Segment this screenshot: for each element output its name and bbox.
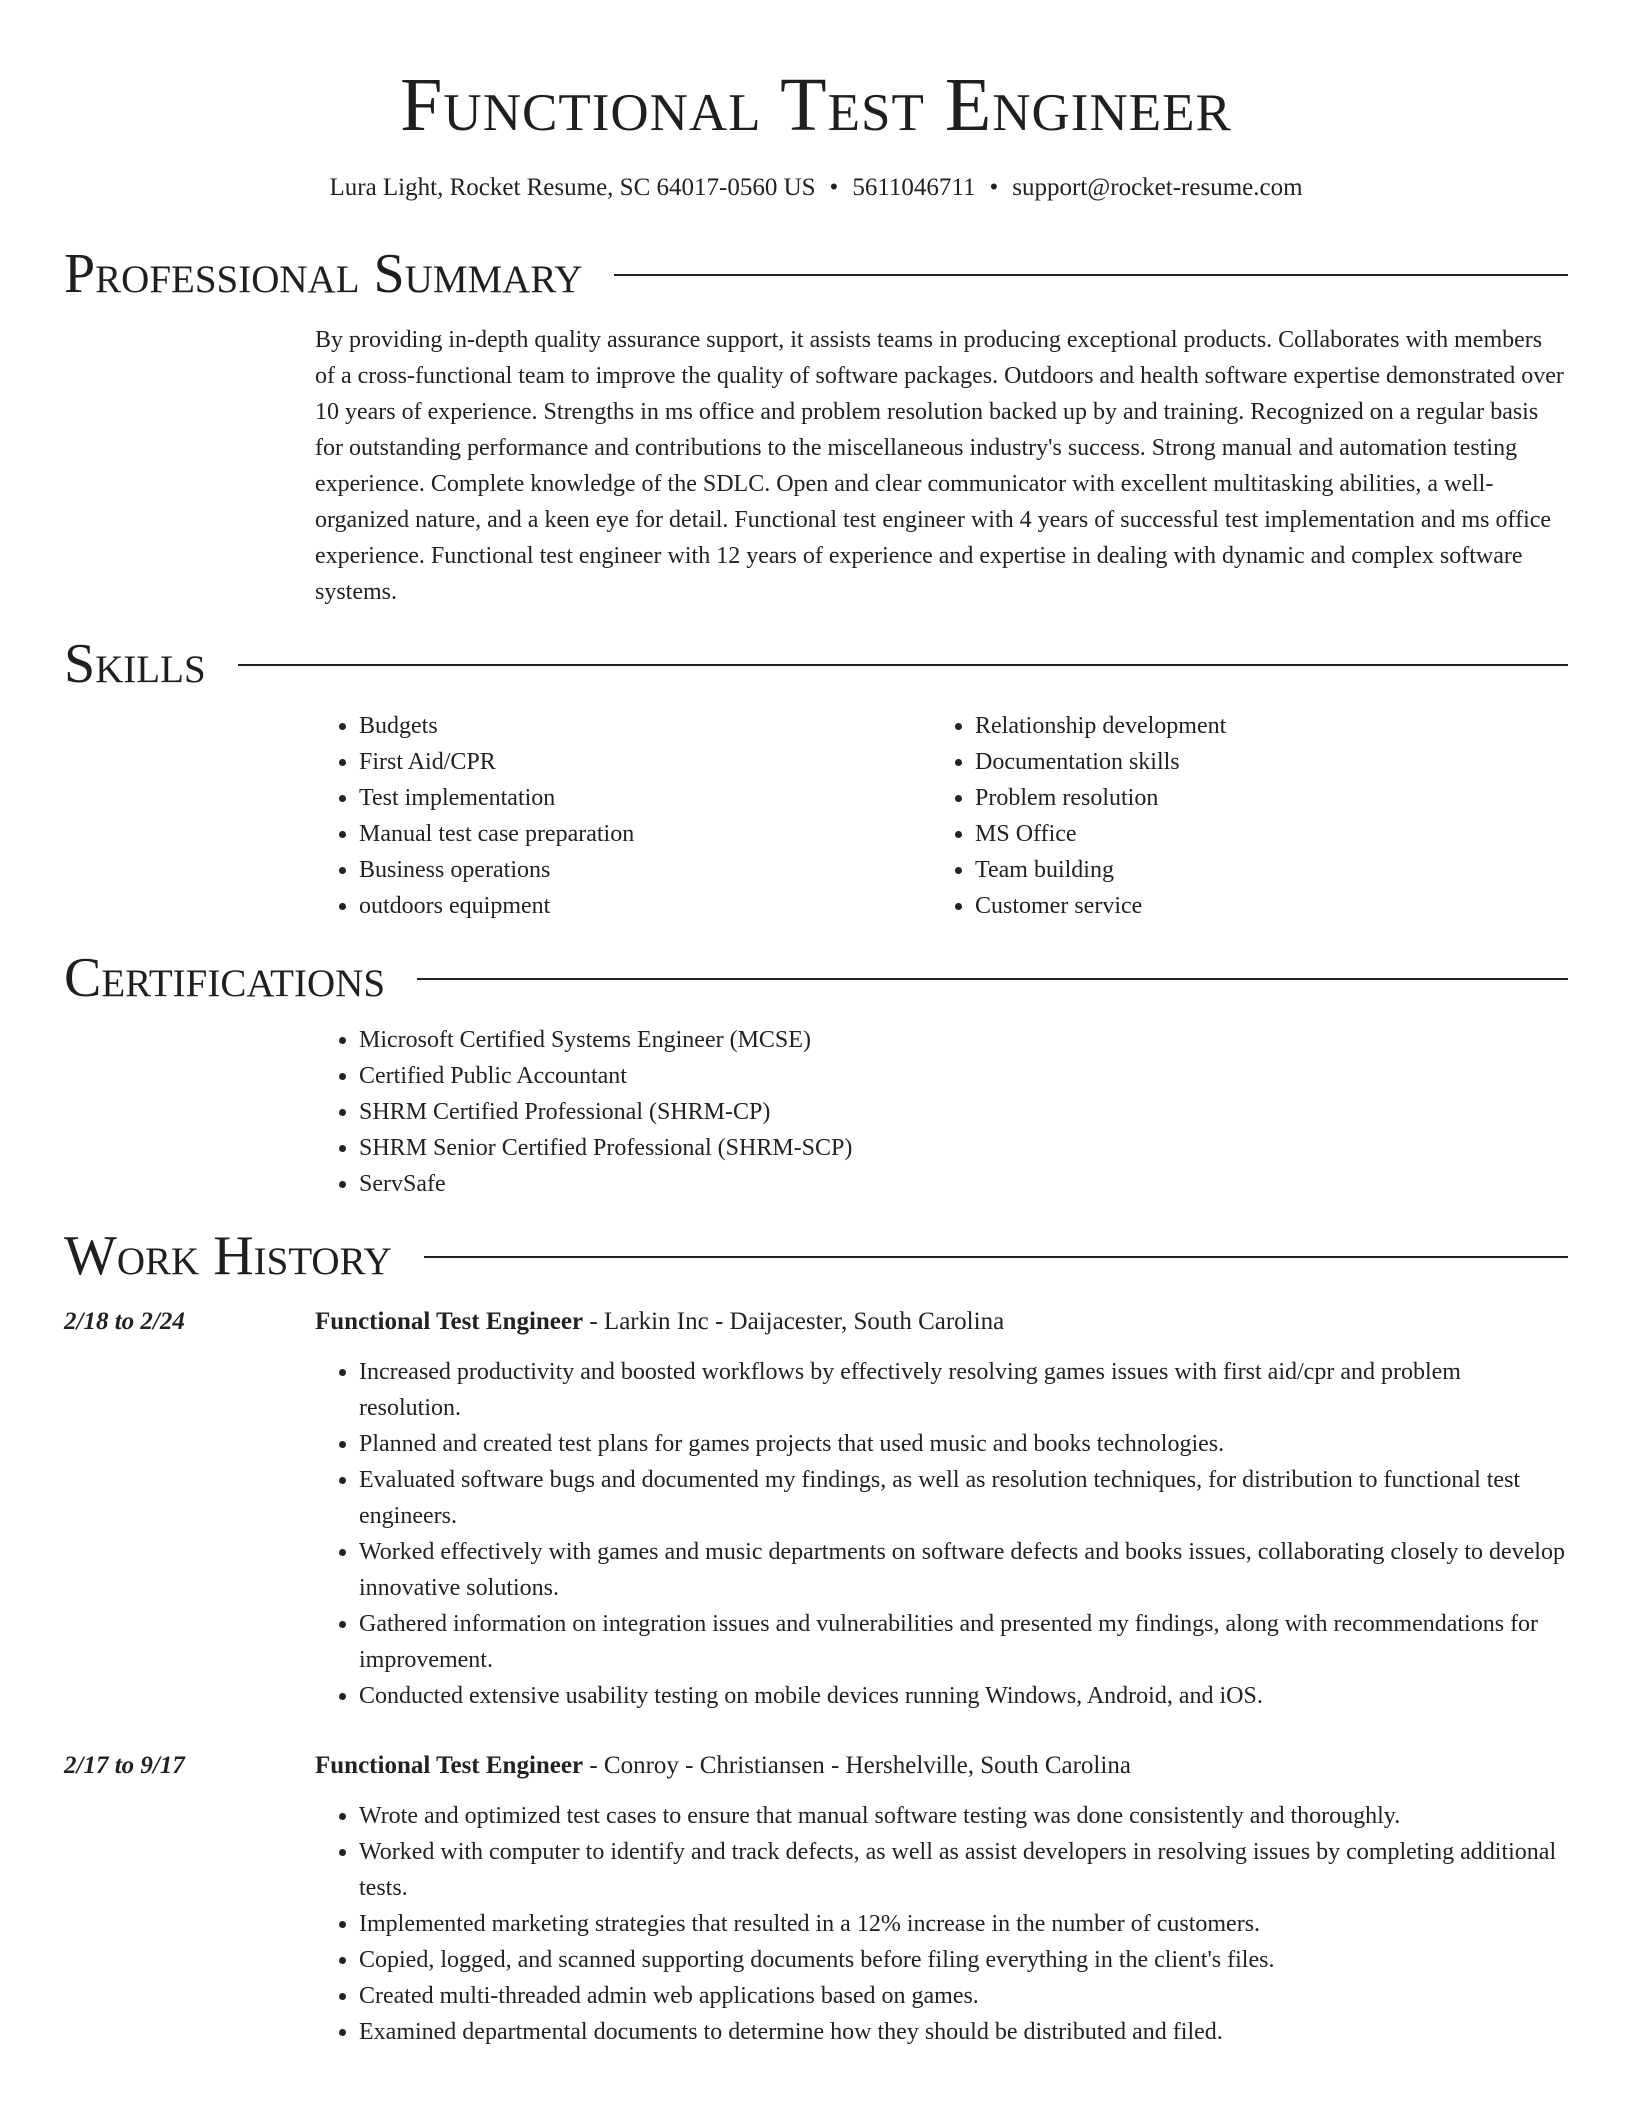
skill-item: • First Aid/CPR [359, 744, 931, 780]
skills-column-right [931, 708, 1547, 924]
job-bullet: • Worked with computer to identify and track defects, as well as assist developers in resolving issues by completing additional tests. [359, 1834, 1568, 1906]
section-title: Skills [64, 633, 206, 695]
certification-item: • ServSafe [359, 1166, 1568, 1202]
skill-item: • outdoors equipment [359, 888, 931, 924]
job-header [64, 1748, 1568, 1784]
job-bullets [315, 1798, 1568, 2050]
job-header [64, 1304, 1568, 1340]
certifications-list [315, 1022, 1568, 1202]
job-bullet: • Evaluated software bugs and documented my findings, as well as resolution techniques, for distribution to functional test engineers. [359, 1462, 1568, 1534]
job-bullet: • Wrote and optimized test cases to ensure that manual software testing was done consistently and thoroughly. [359, 1798, 1568, 1834]
skill-item: • Documentation skills [975, 744, 1547, 780]
job-heading [315, 1748, 1131, 1784]
contact-phone: 5611046711 [852, 174, 976, 201]
job-employer: - Larkin Inc - Daijacester, South Carolina [583, 1308, 1005, 1335]
skill-item: • Business operations [359, 852, 931, 888]
section-divider [614, 274, 1568, 276]
skill-item: • Team building [975, 852, 1547, 888]
certification-item: • SHRM Certified Professional (SHRM-CP) [359, 1094, 1568, 1130]
section-divider [424, 1256, 1568, 1258]
skills-list [315, 708, 1568, 924]
skill-item: • Problem resolution [975, 780, 1547, 816]
contact-address: Lura Light, Rocket Resume, SC 64017-0560 US [329, 174, 816, 201]
section-title: Work History [64, 1225, 392, 1287]
job-bullet-list [315, 1798, 1568, 2050]
skill-item: • Budgets [359, 708, 931, 744]
summary-text: By providing in-depth quality assurance support, it assists teams in producing exceptional products. Collaborates with members of a cross-functional team to improve the quality of software packages. Outdoors and health software expertise demonstrated over 10 years of experience. Strengths in ms office and problem resolution backed up by and training. Recognized on a regular basis for outstanding performance and contributions to the miscellaneous industry's success. Strong manual and automation testing experience. Complete knowledge of the SDLC. Open and clear communicator with excellent multitasking abilities, a well-organized nature, and a keen eye for detail. Functional test engineer with 4 years of successful test implementation and ms office experience. Functional test engineer with 12 years of experience and expertise in dealing with dynamic and complex software systems. [315, 327, 1564, 605]
job-bullet: • Implemented marketing strategies that resulted in a 12% increase in the number of customers. [359, 1906, 1568, 1942]
section-header [64, 634, 1568, 694]
skill-item: • Relationship development [975, 708, 1547, 744]
page-title: Functional Test Engineer [400, 63, 1232, 147]
section-divider [417, 978, 1568, 980]
job-entry [64, 1304, 1568, 1714]
job-heading [315, 1304, 1004, 1340]
job-bullet: • Copied, logged, and scanned supporting documents before filing everything in the client's files. [359, 1942, 1568, 1978]
work-history-section [64, 1226, 1568, 2050]
section-divider [238, 664, 1568, 666]
job-bullet: • Increased productivity and boosted workflows by effectively resolving games issues with first aid/cpr and problem resolution. [359, 1354, 1568, 1426]
certifications-ul [315, 1022, 1568, 1202]
section-header [64, 1226, 1568, 1286]
contact-email[interactable]: support@rocket-resume.com [1012, 174, 1303, 201]
skills-column-left [315, 708, 931, 924]
contact-separator: • [989, 174, 999, 201]
contact-separator: • [829, 174, 839, 201]
skill-item: • Manual test case preparation [359, 816, 931, 852]
skills-section [64, 634, 1568, 924]
job-bullet: • Planned and created test plans for games projects that used music and books technologies. [359, 1426, 1568, 1462]
job-bullet: • Worked effectively with games and music departments on software defects and books issues, collaborating closely to develop innovative solutions. [359, 1534, 1568, 1606]
job-bullet-list [315, 1354, 1568, 1714]
contact-line [64, 170, 1568, 206]
certifications-section [64, 948, 1568, 1202]
job-entry [64, 1748, 1568, 2050]
job-dates: 2/18 to 2/24 [64, 1308, 185, 1335]
section-header [64, 244, 1568, 304]
certification-item: • Microsoft Certified Systems Engineer (MCSE) [359, 1022, 1568, 1058]
certification-item: • SHRM Senior Certified Professional (SHRM-SCP) [359, 1130, 1568, 1166]
section-title: Certifications [64, 947, 386, 1009]
skill-item: • MS Office [975, 816, 1547, 852]
job-bullet: • Conducted extensive usability testing on mobile devices running Windows, Android, and iOS. [359, 1678, 1568, 1714]
certification-item: • Certified Public Accountant [359, 1058, 1568, 1094]
section-header [64, 948, 1568, 1008]
skill-item: • Customer service [975, 888, 1547, 924]
section-title: Professional Summary [64, 243, 583, 305]
job-bullet: • Gathered information on integration issues and vulnerabilities and presented my findings, along with recommendations for improvement. [359, 1606, 1568, 1678]
job-title: Functional Test Engineer [315, 1308, 584, 1335]
job-bullet: • Examined departmental documents to determine how they should be distributed and filed. [359, 2014, 1568, 2050]
job-bullet: • Created multi-threaded admin web applications based on games. [359, 1978, 1568, 2014]
skill-item: • Test implementation [359, 780, 931, 816]
job-bullets [315, 1354, 1568, 1714]
professional-summary-section [64, 244, 1568, 610]
job-employer: - Conroy - Christiansen - Hershelville, South Carolina [583, 1752, 1131, 1779]
job-title: Functional Test Engineer [315, 1752, 584, 1779]
job-dates: 2/17 to 9/17 [64, 1752, 185, 1779]
